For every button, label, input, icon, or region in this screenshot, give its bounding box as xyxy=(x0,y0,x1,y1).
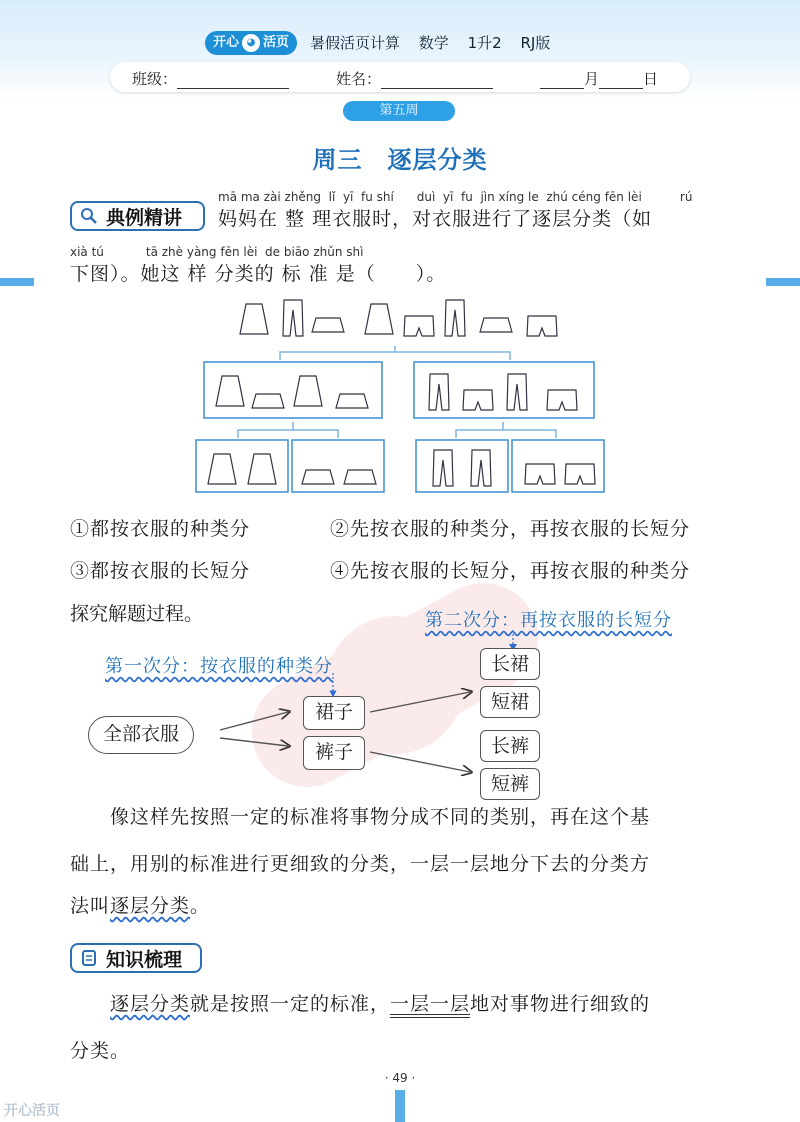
leaf-shorts: 短裤 xyxy=(480,768,540,800)
top-row-clothes xyxy=(240,300,557,336)
node-skirts: 裙子 xyxy=(303,696,365,730)
explanation-prefix: 法叫 xyxy=(70,895,111,917)
knowledge-line-1 xyxy=(110,990,650,1018)
root-node-all-clothes: 全部衣服 xyxy=(88,716,194,754)
logo-ring-icon: ◕ xyxy=(242,34,260,52)
edition: RJ版 xyxy=(520,34,551,52)
right-margin-tab xyxy=(766,278,800,286)
leaf-long-skirt: 长裙 xyxy=(480,648,540,680)
option-2: ②先按衣服的种类分，再按衣服的长短分 xyxy=(330,518,691,540)
subject: 数学 xyxy=(418,34,449,52)
class-blank[interactable] xyxy=(177,72,289,89)
left-margin-tab xyxy=(0,278,34,286)
step-one-label: 第一次分：按衣服的种类分 xyxy=(105,656,333,677)
knowledge-term: 逐层分类 xyxy=(110,993,191,1015)
series-line xyxy=(310,32,564,53)
leaf-long-pants: 长裤 xyxy=(480,730,540,762)
question-line-1: 妈妈在 整 理衣服时，对衣服进行了逐层分类（如 xyxy=(218,208,653,230)
explore-heading: 探究解题过程。 xyxy=(70,603,204,625)
day-label: 日 xyxy=(643,70,659,88)
series-name: 暑假活页计算 xyxy=(310,34,401,52)
brand-logo xyxy=(205,31,297,55)
explanation-suffix: 。 xyxy=(190,895,211,917)
name-blank[interactable] xyxy=(381,72,493,89)
bottom-tab xyxy=(395,1090,405,1122)
knowledge-tag-label: 知识梳理 xyxy=(106,948,183,971)
example-tag-label: 典例精讲 xyxy=(106,206,183,229)
knowledge-mid-2: 地对事物进行细致的 xyxy=(470,993,651,1015)
class-label: 班级： xyxy=(132,70,178,88)
option-3: ③都按衣服的长短分 xyxy=(70,560,251,582)
page-number: · 49 · xyxy=(384,1071,416,1085)
notebook-icon xyxy=(80,949,98,967)
month-blank[interactable] xyxy=(540,72,584,89)
pinyin-line-1: mā ma zài zhěng lǐ yī fu shí duì yī fu jìn xíng le zhú céng fēn lèi rú xyxy=(218,190,693,204)
explanation-line-3 xyxy=(70,892,210,920)
example-section-tag xyxy=(70,201,205,231)
magnifier-icon xyxy=(80,207,98,225)
knowledge-mid-1: 就是按照一定的标准， xyxy=(190,993,391,1015)
question-line-2: 下图）。她这 样 分类的 标 准 是（ ）。 xyxy=(70,263,447,285)
page-title: 周三 逐层分类 xyxy=(312,146,488,174)
option-4: ④先按衣服的长短分，再按衣服的种类分 xyxy=(330,560,691,582)
week-badge: 第五周 xyxy=(343,101,455,121)
knowledge-line-2: 分类。 xyxy=(70,1040,131,1062)
node-pants: 裤子 xyxy=(303,736,365,770)
footer-logo: 开心活页 xyxy=(4,1103,60,1119)
step-two-label: 第二次分：再按衣服的长短分 xyxy=(425,610,672,631)
logo-right-text: 活页 xyxy=(263,35,290,50)
clothes-classification-figure xyxy=(190,292,610,502)
leaf-short-skirt: 短裙 xyxy=(480,686,540,718)
knowledge-section-tag xyxy=(70,943,202,973)
pinyin-line-2: xià tú tā zhè yàng fēn lèi de biāo zhǔn shì xyxy=(70,245,364,259)
explanation-line-2: 础上，用别的标准进行更细致的分类，一层一层地分下去的分类方 xyxy=(70,853,651,875)
option-1: ①都按衣服的种类分 xyxy=(70,518,251,540)
student-info-bar xyxy=(110,62,690,92)
explanation-line-1: 像这样先按照一定的标准将事物分成不同的类别，再在这个基 xyxy=(110,806,651,828)
month-label: 月 xyxy=(584,70,600,88)
grade: 1升2 xyxy=(467,34,502,52)
key-term: 逐层分类 xyxy=(110,895,191,917)
name-label: 姓名： xyxy=(336,70,382,88)
logo-left-text: 开心 xyxy=(213,35,240,50)
knowledge-emphasis: 一层一层 xyxy=(390,993,471,1015)
day-blank[interactable] xyxy=(599,72,643,89)
